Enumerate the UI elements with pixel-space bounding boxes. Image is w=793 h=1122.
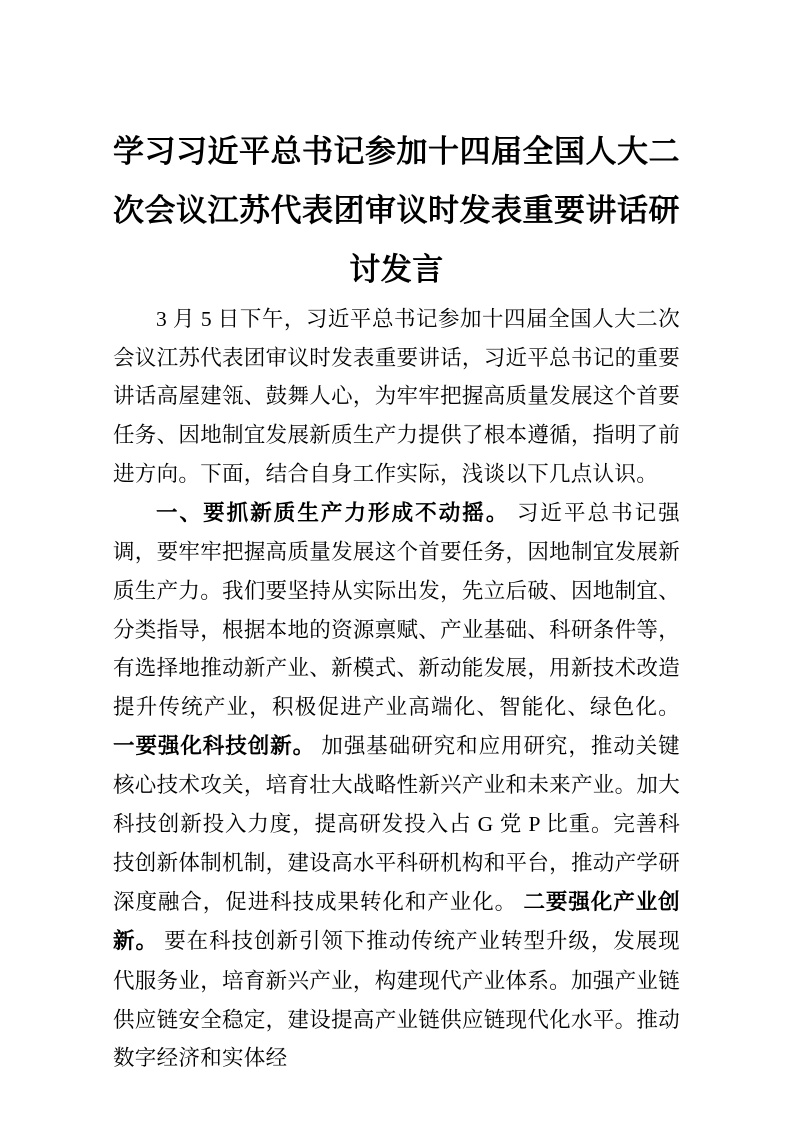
paragraph-section-one [113, 494, 680, 1079]
paragraph-intro [113, 300, 680, 494]
document-title: 学习习近平总书记参加十四届全国人大二次会议江苏代表团审议时发表重要讲话研讨发言 [113, 134, 680, 288]
body-text: 习近平总书记强调，要牢牢把握高质量发展这个首要任务，因地制宜发展新质生产力。我们要坚持从实际出发，先立后破、因地制宜、分类指导，根据本地的资源禀赋、产业基础、科研条件等，有选择地推动新产业、新模式、新动能发展，用新技术改造提升传统产业，积极促进产业高端化、智能化、绿色化。 [113, 500, 680, 720]
body-text: 加强基础研究和应用研究，推动关键核心技术攻关，培育壮大战略性新兴产业和未来产业。加大科技创新投入力度，提高研发投入占 G 党 P 比重。完善科技创新体制机制，建设高水平科研机构和平台，推动产学研深度融合，促进科技成果转化和产业化。 [113, 733, 680, 914]
document-body [113, 300, 680, 1078]
body-text: 要在科技创新引领下推动传统产业转型升级，发展现代服务业，培育新兴产业，构建现代产业体系。加强产业链供应链安全稳定，建设提高产业链供应链现代化水平。推动数字经济和实体经 [113, 929, 680, 1071]
body-text: 3 月 5 日下午，习近平总书记参加十四届全国人大二次会议江苏代表团审议时发表重要讲话，习近平总书记的重要讲话高屋建瓴、鼓舞人心，为牢牢把握高质量发展这个首要任务、因地制宜发展新质生产力提供了根本遵循，指明了前进方向。下面，结合自身工作实际，浅谈以下几点认识。 [113, 307, 680, 486]
subsection-heading: 二要强化产业创新。 [113, 889, 680, 955]
subsection-heading: 一要强化科技创新。 [113, 733, 316, 759]
section-heading: 一、要抓新质生产力形成不动摇。 [156, 500, 510, 526]
